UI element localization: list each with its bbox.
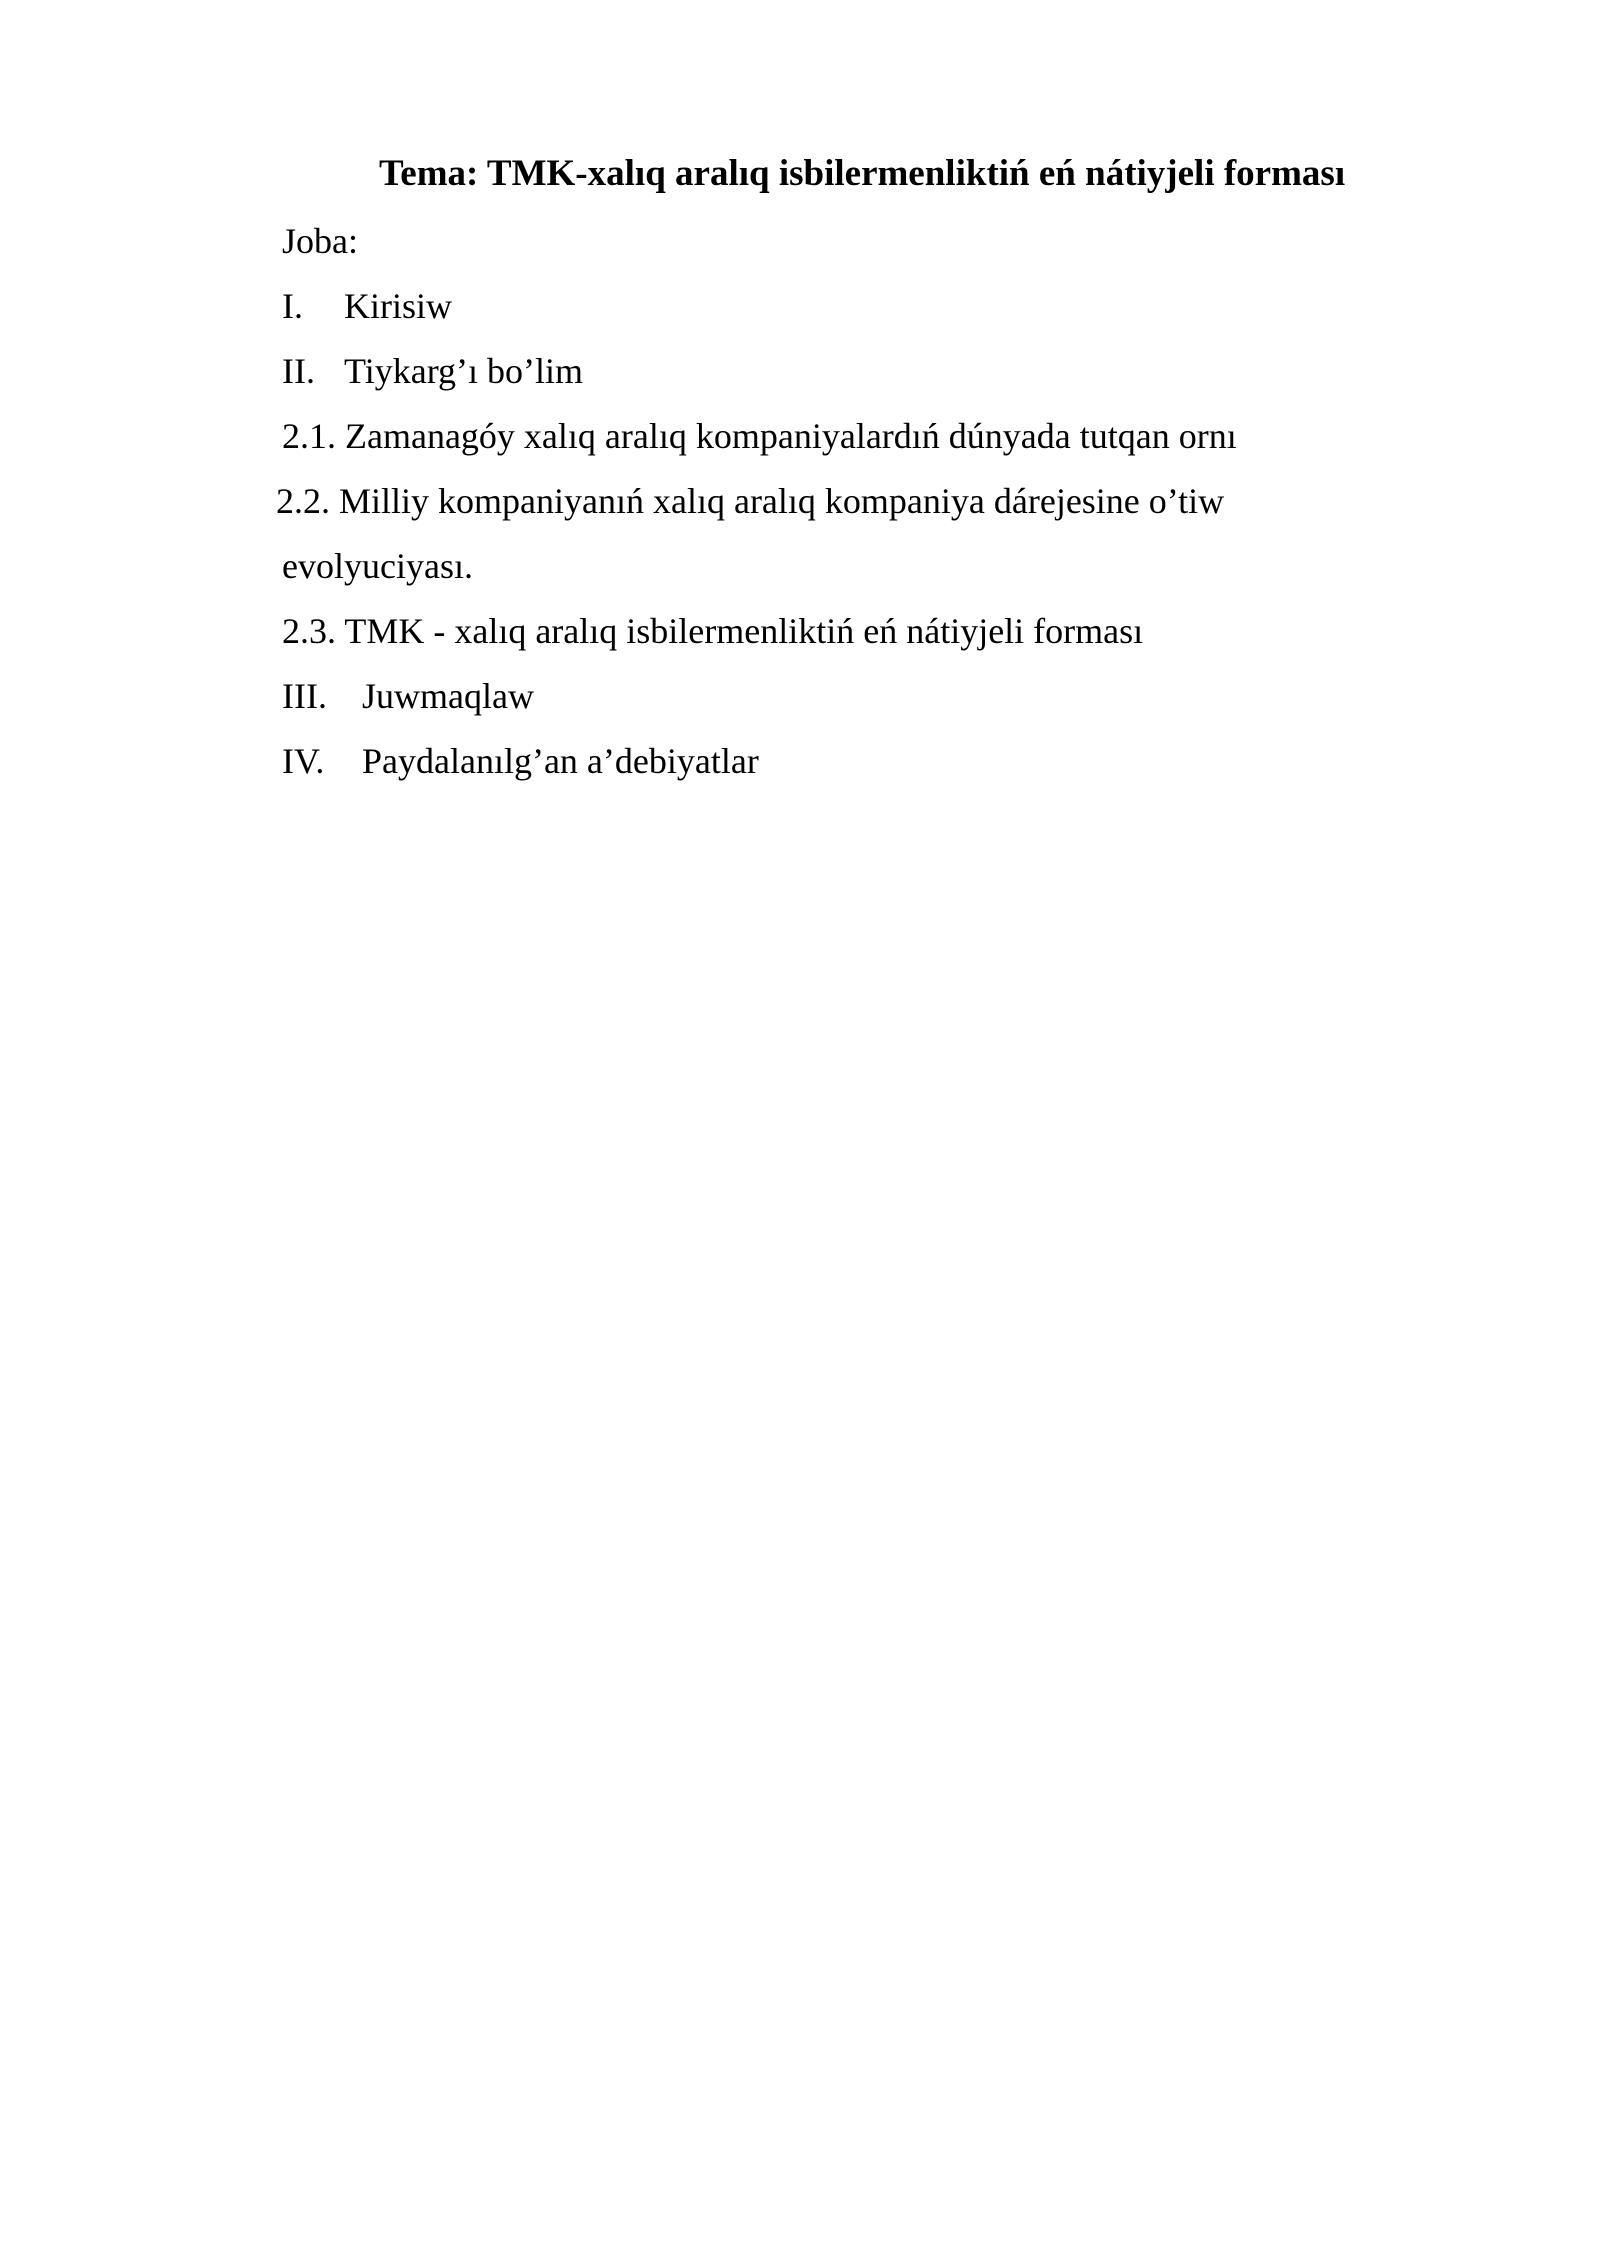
plan-label: Joba:: [282, 221, 358, 261]
plan-item-number: I.: [282, 286, 303, 326]
plan-subitem-2-2: 2.2. Milliy kompaniyanıń xalıq aralıq kompaniya dárejesine o’tiw: [276, 481, 1225, 521]
document-title: Tema: TMK-xalıq aralıq isbilermenliktiń eń nátiyjeli forması: [379, 153, 1346, 194]
plan-item-number: IV.: [282, 741, 325, 781]
plan-subitem-2-3: 2.3. TMK - xalıq aralıq isbilermenliktiń eń nátiyjeli forması: [282, 611, 1144, 651]
plan-item-references: [282, 739, 759, 783]
plan-item-conclusion: [282, 674, 534, 718]
plan-item-main-part: [282, 349, 583, 393]
plan-item-number: III.: [282, 676, 327, 716]
plan-subitem-2-1: 2.1. Zamanagóy xalıq aralıq kompaniyalardıń dúnyada tutqan ornı: [282, 416, 1237, 456]
plan-item-text: Juwmaqlaw: [362, 676, 534, 716]
plan-item-text: Tiykarg’ı bo’lim: [344, 351, 584, 391]
plan-subitem-2-2-continued: evolyuciyası.: [282, 546, 473, 586]
plan-item-text: Paydalanılg’an a’debiyatlar: [362, 741, 759, 781]
plan-item-intro: [282, 284, 452, 328]
plan-item-number: II.: [282, 351, 315, 391]
plan-item-text: Kirisiw: [344, 286, 452, 326]
